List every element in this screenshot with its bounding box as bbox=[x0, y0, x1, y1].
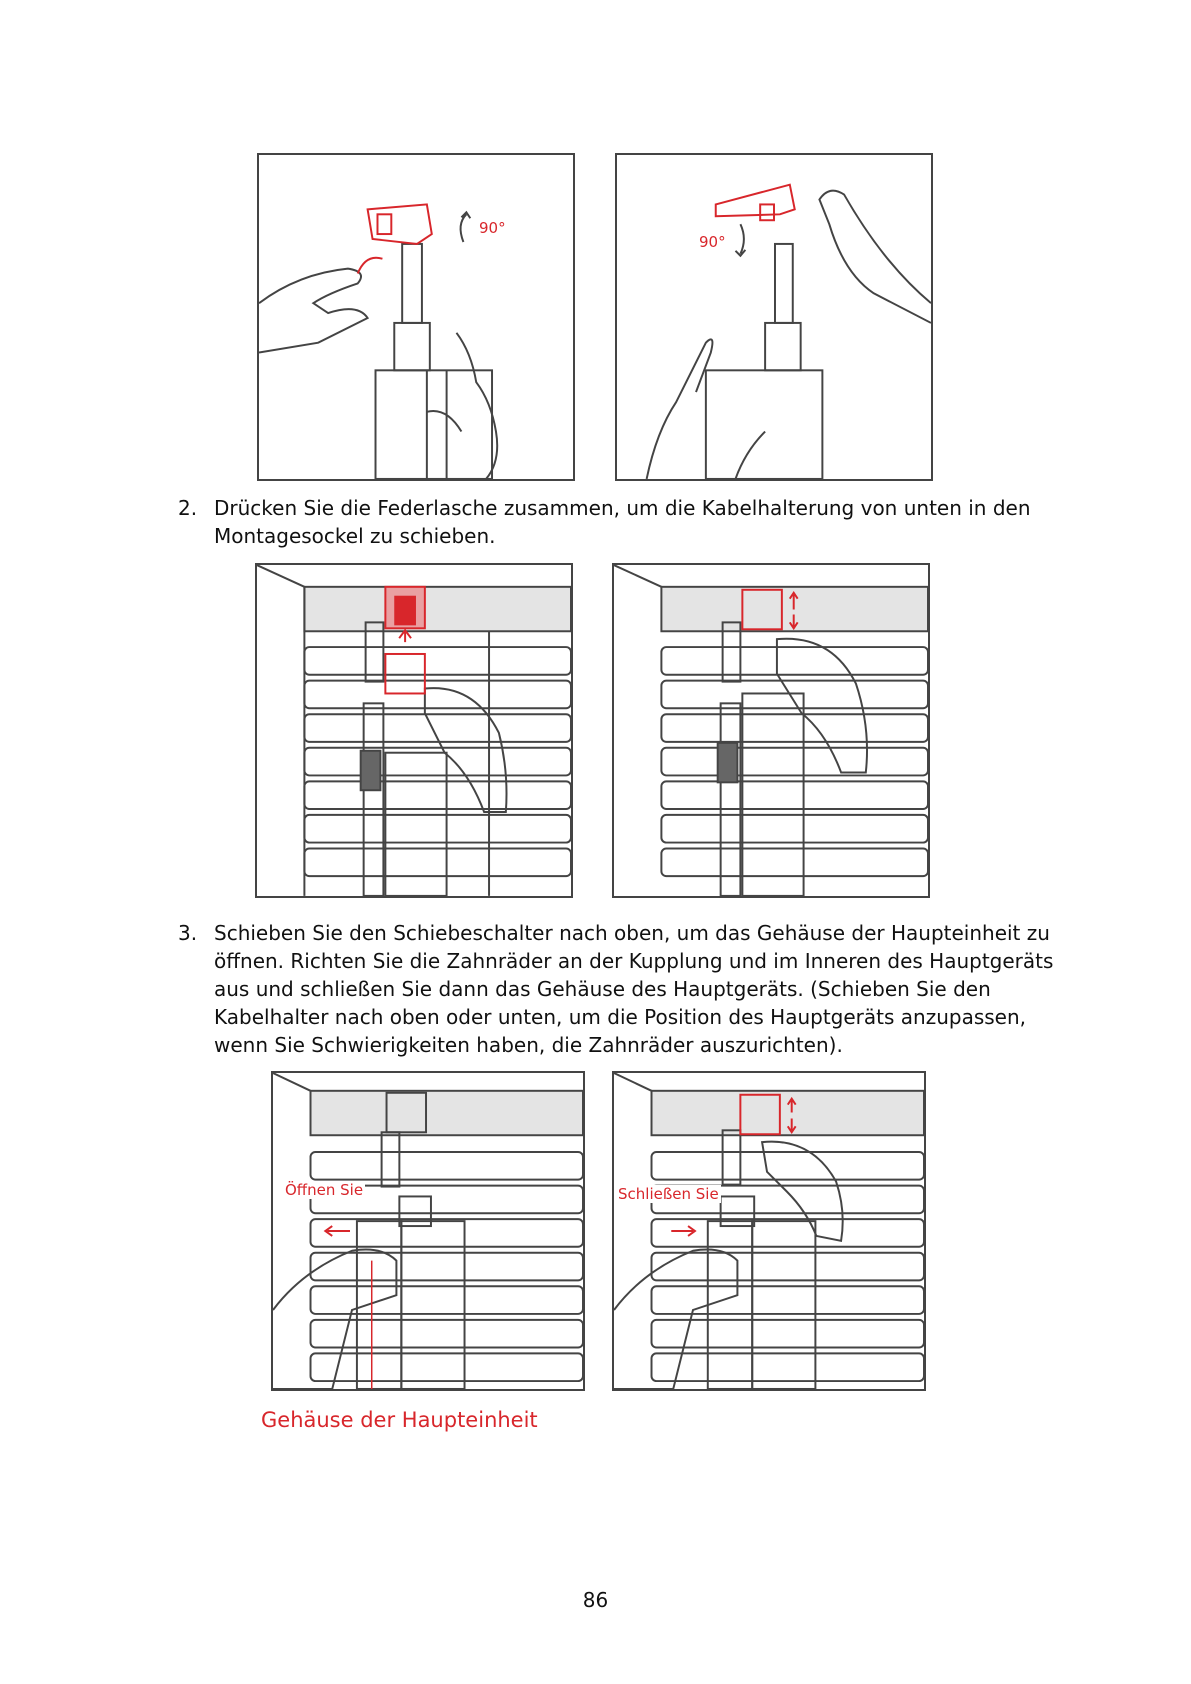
step-number: 3. bbox=[178, 921, 198, 945]
figure-cable-holder-adjust-drawing bbox=[614, 565, 928, 896]
figure-close-housing bbox=[612, 1071, 926, 1391]
figure-cable-holder-insert bbox=[255, 563, 573, 898]
open-label: Öffnen Sie bbox=[285, 1181, 364, 1199]
figure-open-housing-drawing bbox=[273, 1073, 583, 1389]
step-text: Drücken Sie die Federlasche zusammen, um die Kabelhalterung von unten in den Montagesockel zu schieben. bbox=[214, 496, 1031, 548]
figure-cable-holder-insert-drawing bbox=[257, 565, 571, 896]
figure-rotate-down bbox=[615, 153, 933, 481]
figure-rotate-up bbox=[257, 153, 575, 481]
step-text: Schieben Sie den Schiebeschalter nach oben, um das Gehäuse der Haupteinheit zu öffnen. Richten Sie die Zahnräder an der Kupplung und im Inneren des Hauptgeräts aus und schließen Sie dann das Gehäuse des Hauptgeräts. (Schieben Sie den Kabelhalter nach oben oder unten, um die Position des Hauptgeräts anzupassen, wenn Sie Schwierigkeiten haben, die Zahnräder auszurichten). bbox=[214, 921, 1054, 1057]
step-number: 2. bbox=[178, 496, 198, 520]
rotate-angle-label: 90° bbox=[699, 233, 726, 251]
page-number: 86 bbox=[582, 1588, 609, 1612]
close-label: Schließen Sie bbox=[618, 1185, 719, 1203]
step-2 bbox=[178, 494, 1068, 550]
housing-callout: Gehäuse der Haupteinheit bbox=[261, 1408, 538, 1432]
figure-cable-holder-adjust bbox=[612, 563, 930, 898]
figure-close-housing-drawing bbox=[614, 1073, 924, 1389]
figure-rotate-up-drawing bbox=[259, 155, 573, 479]
step-3 bbox=[178, 919, 1068, 1059]
rotate-angle-label: 90° bbox=[479, 219, 506, 237]
figure-open-housing bbox=[271, 1071, 585, 1391]
figure-rotate-down-drawing bbox=[617, 155, 931, 479]
